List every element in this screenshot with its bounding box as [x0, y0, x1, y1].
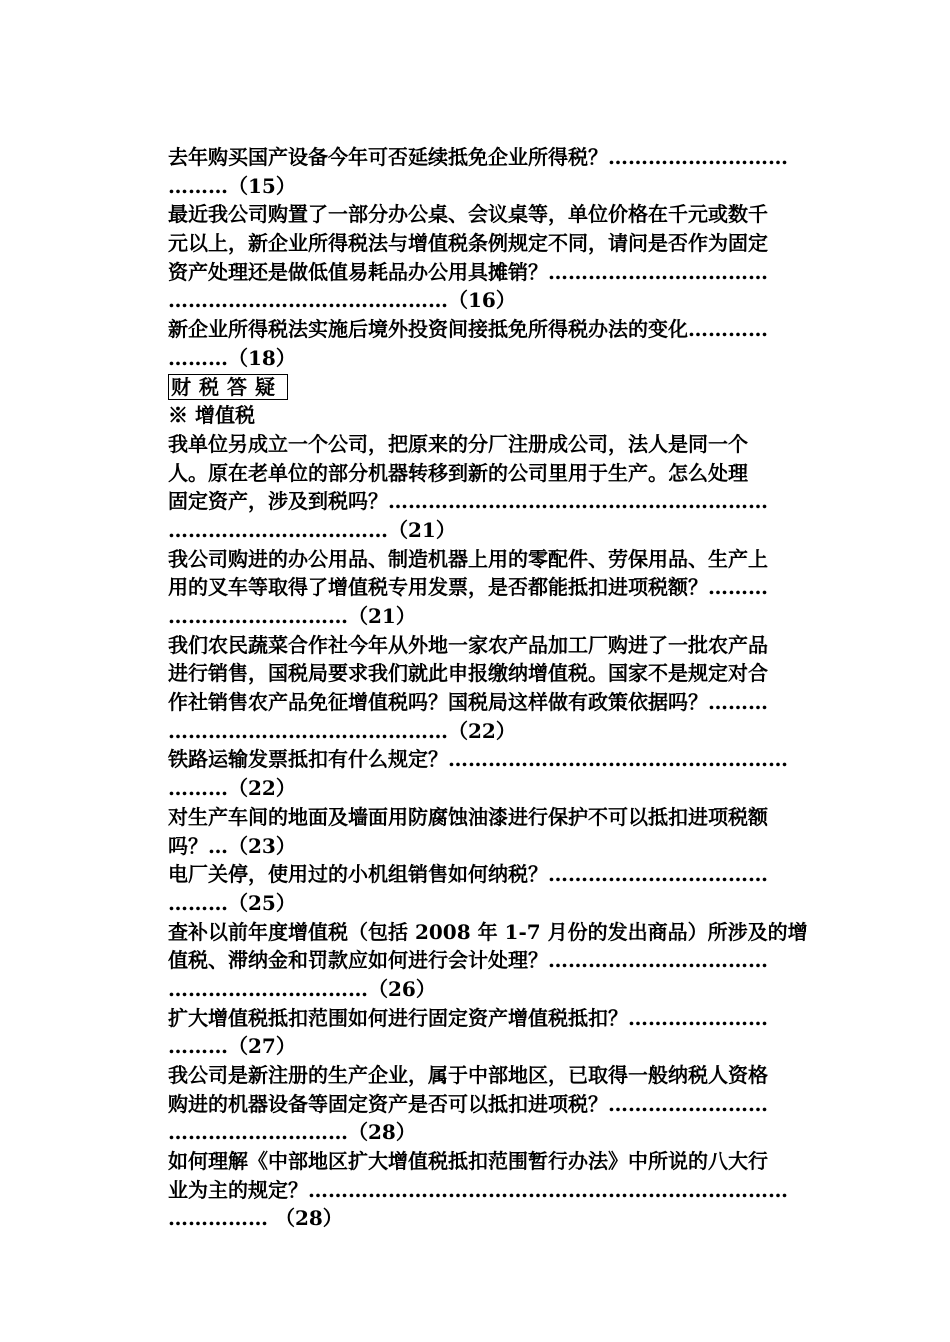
- toc-entry[interactable]: [168, 745, 844, 802]
- toc-entry[interactable]: [168, 430, 844, 545]
- toc-entry-line: ………………………（28）: [168, 1120, 416, 1145]
- toc-entry-line: 我公司是新注册的生产企业，属于中部地区，已取得一般纳税人资格: [168, 1063, 768, 1087]
- toc-entry[interactable]: [168, 1004, 844, 1061]
- toc-entry-line: 最近我公司购置了一部分办公桌、会议桌等，单位价格在千元或数千: [168, 202, 768, 227]
- toc-entry[interactable]: [168, 631, 844, 746]
- toc-entry-line: 电厂关停，使用过的小机组销售如何纳税？……………………………: [168, 862, 768, 887]
- toc-entry-line: ………（15）: [168, 173, 296, 198]
- toc-entry-line: 吗？…（23）: [168, 833, 296, 858]
- toc-entry[interactable]: [168, 1061, 844, 1147]
- toc-entry[interactable]: [168, 1147, 844, 1233]
- toc-entry[interactable]: [168, 918, 844, 1004]
- toc-entry-line: 作社销售农产品免征增值税吗？国税局这样做有政策依据吗？………: [168, 690, 768, 715]
- toc-entry[interactable]: [168, 860, 844, 917]
- toc-entry-line: 固定资产，涉及到税吗？…………………………………………………: [168, 489, 768, 514]
- toc-entry-line: 业为主的规定？………………………………………………………………: [168, 1177, 788, 1202]
- toc-entry-line: 去年购买国产设备今年可否延续抵免企业所得税？………………………: [168, 145, 788, 169]
- toc-entry-line: ………（27）: [168, 1034, 296, 1059]
- toc-entry[interactable]: [168, 803, 844, 860]
- subsection-heading: ※ 增值税: [168, 403, 255, 428]
- toc-entry-line: …………… （28）: [168, 1206, 343, 1231]
- toc-entry-line: ……………………………（21）: [168, 517, 456, 542]
- toc-entry-line: 我单位另成立一个公司，把原来的分厂注册成公司，法人是同一个: [168, 431, 748, 456]
- toc-entry-line: 查补以前年度增值税（包括 2008 年 1-7 月份的发出商品）所涉及的增: [168, 919, 808, 944]
- toc-entry-line: 铁路运输发票抵扣有什么规定？……………………………………………: [168, 747, 788, 772]
- toc-entry-line: 用的叉车等取得了增值税专用发票，是否都能抵扣进项税额？………: [168, 575, 768, 600]
- toc-entry-line: ……………………………………（22）: [168, 718, 516, 743]
- toc-entry-line: 我们农民蔬菜合作社今年从外地一家农产品加工厂购进了一批农产品: [168, 632, 768, 657]
- toc-entry-line: ……………………………………（16）: [168, 288, 516, 313]
- toc-entry-line: ………（22）: [168, 776, 296, 801]
- toc-entry-line: 资产处理还是做低值易耗品办公用具摊销？……………………………: [168, 259, 768, 284]
- toc-entry-line: 扩大增值税抵扣范围如何进行固定资产增值税抵扣？…………………: [168, 1005, 768, 1030]
- toc-entry[interactable]: [168, 545, 844, 631]
- toc-entry-line: 购进的机器设备等固定资产是否可以抵扣进项税？……………………: [168, 1091, 768, 1116]
- table-of-contents: [168, 143, 844, 1233]
- toc-entry-line: 进行销售，国税局要求我们就此申报缴纳增值税。国家不是规定对合: [168, 661, 768, 686]
- toc-entry-line: 如何理解《中部地区扩大增值税抵扣范围暂行办法》中所说的八大行: [168, 1149, 768, 1174]
- section-header: 财税答疑: [168, 374, 288, 400]
- toc-entry[interactable]: [168, 315, 844, 372]
- section-header-row: [168, 373, 844, 402]
- toc-entry-line: 新企业所得税法实施后境外投资间接抵免所得税办法的变化…………: [168, 317, 768, 342]
- toc-entry-line: ………（18）: [168, 345, 296, 370]
- toc-entry[interactable]: [168, 200, 844, 315]
- toc-entry-line: 值税、滞纳金和罚款应如何进行会计处理？……………………………: [168, 948, 768, 973]
- toc-entry-line: 人。原在老单位的部分机器转移到新的公司里用于生产。怎么处理: [168, 460, 748, 485]
- toc-entry-line: 对生产车间的地面及墙面用防腐蚀油漆进行保护不可以抵扣进项税额: [168, 804, 768, 829]
- toc-entry-line: ………（25）: [168, 890, 296, 915]
- toc-entry[interactable]: [168, 143, 844, 200]
- toc-entry-line: …………………………（26）: [168, 976, 436, 1001]
- toc-entry-line: ………………………（21）: [168, 604, 416, 628]
- toc-entry-line: 元以上，新企业所得税法与增值税条例规定不同，请问是否作为固定: [168, 231, 768, 256]
- toc-entry-line: 我公司购进的办公用品、制造机器上用的零配件、劳保用品、生产上: [168, 546, 768, 571]
